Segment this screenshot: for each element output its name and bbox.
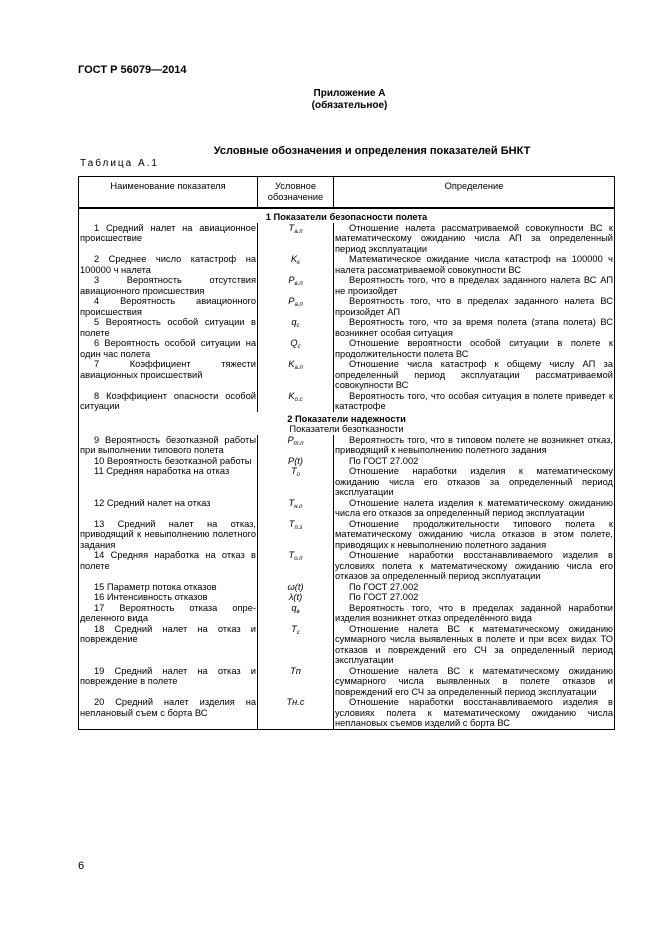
indicator-definition: По ГОСТ 27.002 xyxy=(334,456,615,467)
indicator-definition: Вероятность того, что в пределах заданного налета ВС произойдет АП xyxy=(335,296,613,317)
indicator-name: 5 Вероятность особой ситуации в полете xyxy=(80,317,256,338)
indicator-symbol xyxy=(258,519,334,551)
indicator-definition: Вероятность того, что в пределах заданного налета ВС АП не произойдет xyxy=(335,275,613,296)
indicator-symbol xyxy=(258,296,334,317)
symbol-subscript: н.о xyxy=(294,503,303,510)
table-body xyxy=(79,208,615,729)
symbol-subscript: а.п xyxy=(294,302,303,308)
indicator-definition: Вероятность того, что в пределах заданной наработки изделия возникнет отказ определённого вида xyxy=(335,602,613,623)
symbol-main: q xyxy=(291,317,297,327)
appendix-heading xyxy=(0,88,661,112)
section-row xyxy=(79,412,615,425)
indicator-symbol xyxy=(258,456,334,467)
indicator-symbol xyxy=(258,359,334,391)
standard-header: ГОСТ Р 56079—2014 xyxy=(78,64,187,76)
indicator-symbol xyxy=(258,666,334,698)
column-header-name: Наименование показателя xyxy=(79,177,258,209)
table-row xyxy=(79,603,615,624)
symbol-subscript: о.п xyxy=(294,556,303,562)
subsection-title: Показатели безотказности xyxy=(79,424,615,435)
symbol-main: T xyxy=(290,466,297,476)
symbol-subscript: о xyxy=(296,472,301,478)
symbol-subscript: п.з xyxy=(294,524,303,531)
symbol-main: q xyxy=(291,602,297,613)
symbol-main: Q xyxy=(290,338,298,348)
table-row xyxy=(79,498,615,519)
indicator-symbol xyxy=(258,391,334,412)
page-number: 6 xyxy=(78,860,85,872)
indicator-symbol xyxy=(258,275,334,296)
indicator-definition: Вероятность того, что особая ситуация в полете приведет к катастрофе xyxy=(335,390,613,411)
subsection-row xyxy=(79,424,615,435)
indicator-definition: Отношение вероятности особой ситуации в полете к продолжительности полета ВС xyxy=(335,338,613,359)
indicator-definition: Отношение налета ВС к математическому ожиданию суммарного числа выявленных в полете отказов и повреждений его СЧ за определенный период эксплуатации xyxy=(335,665,613,697)
symbol-subscript: с xyxy=(297,344,301,350)
table-label: Таблица А.1 xyxy=(80,158,159,169)
indicator-name: 9 Вероятность безотказной работы при выполнении типового полета xyxy=(80,434,256,455)
symbol-main: K xyxy=(288,359,295,369)
indicator-definition: Отношение наработки изделия к математическому ожиданию числа его отказов за определенный период эксплуатации xyxy=(335,466,613,497)
indicator-symbol xyxy=(258,466,334,498)
indicator-name: 19 Средний налет на отказ и повреждение в полете xyxy=(79,666,258,698)
indicator-name: 8 Коэффициент опасности особой ситуации xyxy=(80,390,256,411)
symbol-main: P(t) xyxy=(288,455,303,466)
table-row xyxy=(79,296,615,317)
indicator-name: 1 Средний налет на авиационное происшествие xyxy=(79,223,258,255)
indicator-definition: По ГОСТ 27.002 xyxy=(334,592,615,603)
symbol-subscript: в.п xyxy=(294,281,303,287)
symbol-main: λ(t) xyxy=(288,592,303,602)
section-row xyxy=(79,210,615,223)
indicator-name: 12 Средний налет на отказ xyxy=(79,498,258,519)
table-row xyxy=(79,359,615,391)
symbol-main: P xyxy=(288,275,295,285)
appendix-note: (обязательное) xyxy=(311,100,388,111)
indicator-symbol xyxy=(258,582,334,593)
indicator-definition: Отношение налета рассматриваемой совокупности ВС к математическому ожиданию числа АП за определенный период эксплуатации xyxy=(335,222,613,254)
symbol-main: K xyxy=(290,254,298,264)
indicator-name: 15 Параметр потока отказов xyxy=(79,582,258,593)
table-row xyxy=(79,317,615,338)
indicator-definition: Отношение наработки восстанавливаемого изделия в условиях полета к математическому ожиданию числа его отказов за определенный период эксплуатации xyxy=(335,550,613,581)
table-row xyxy=(79,435,615,456)
symbol-main: K xyxy=(288,390,295,401)
indicator-name: 7 Коэффициент тяжести авиационных происшествий xyxy=(79,359,258,391)
symbol-subscript: а.п xyxy=(294,365,303,371)
indicator-symbol xyxy=(258,498,334,519)
indicator-definition: Отношение продолжительности типового полета к математическому ожиданию числа отказов в этом полете, приводящих к невыполнению полетного задания xyxy=(335,518,613,550)
indicator-definition: Отношение наработки восстанавливаемого изделия в условиях полета к математическому ожиданию числа неплановых съемов изделий с борта ВС xyxy=(335,697,613,728)
symbol-main: ω(t) xyxy=(287,581,304,592)
indicator-symbol xyxy=(258,550,334,582)
section-title: 1 Показатели безопасности полета xyxy=(79,210,615,223)
indicator-name: 14 Средняя наработка на отказ в полете xyxy=(79,550,258,582)
symbol-main: P xyxy=(288,296,295,306)
indicator-definition: Вероятность того, что в типовом полете не возникнет отказ, приводящий к невыполнению полетного задания xyxy=(335,434,613,455)
table-row xyxy=(79,582,615,593)
symbol-main: T xyxy=(288,222,295,233)
table-row xyxy=(79,223,615,255)
table-row xyxy=(79,466,615,498)
indicator-name: 10 Вероятность безотказной работы xyxy=(79,456,258,467)
document-title: Условные обозначения и определения показателей БНКТ xyxy=(213,145,531,157)
symbol-subscript: а.п xyxy=(294,228,303,235)
indicator-name: 16 Интенсивность отказов xyxy=(79,592,258,603)
table-row xyxy=(79,254,615,275)
indicator-symbol xyxy=(258,223,334,255)
indicator-symbol xyxy=(258,697,334,729)
symbol-subscript: о.с xyxy=(294,396,303,403)
symbol-subscript: с xyxy=(296,629,300,636)
indicator-definition: Отношение налета изделия к математическому ожиданию числа его отказов за определенный период эксплуатации xyxy=(335,497,613,518)
symbol-main: Tп xyxy=(290,665,301,676)
indicator-symbol xyxy=(258,624,334,666)
table-row xyxy=(79,697,615,729)
appendix-title: Приложение А xyxy=(313,88,386,99)
table-row xyxy=(79,391,615,412)
symbol-subscript: т.п xyxy=(293,440,304,447)
table-row xyxy=(79,456,615,467)
indicator-symbol xyxy=(258,317,334,338)
table-row xyxy=(79,519,615,551)
indicator-name: 2 Среднее число катастроф на 100000 ч налета xyxy=(80,254,256,275)
table-row xyxy=(79,550,615,582)
indicator-definition: Вероятность того, что за время полета (этапа полета) ВС возникнет особая ситуация xyxy=(335,317,613,338)
indicator-definition: Математическое ожидание числа катастроф на 100000 ч налета рассматриваемой совокупности ВС xyxy=(335,254,613,275)
indicator-name: 20 Средний налет изделия на неплановый съем с борта ВС xyxy=(79,697,258,729)
symbol-subscript: с xyxy=(296,323,300,329)
indicator-name: 13 Средний налет на отказ, приводящий к невыполнению полетного задания xyxy=(80,518,256,550)
indicator-symbol xyxy=(258,338,334,359)
indicator-definition: Отношение налета ВС к математическому ожиданию суммарного числа выявленных в полете и при всех видах ТО отказов и повреждений его СЧ за определенный период эксплуатации xyxy=(335,623,613,665)
symbol-main: T xyxy=(291,623,297,634)
section-title: 2 Показатели надежности xyxy=(79,412,615,425)
indicator-name: 17 Вероятность отказа определенного вида xyxy=(80,602,256,623)
indicator-name: 11 Средняя наработка на отказ xyxy=(79,466,258,498)
symbol-subscript: в xyxy=(296,608,300,615)
indicator-symbol xyxy=(258,603,334,624)
symbol-main: P xyxy=(287,434,294,445)
column-header-definition: Определение xyxy=(334,177,615,209)
indicator-symbol xyxy=(258,435,334,456)
symbol-main: T xyxy=(288,550,295,560)
symbol-main: T xyxy=(288,497,295,508)
table-row xyxy=(79,666,615,698)
definitions-table xyxy=(78,176,615,730)
table-row xyxy=(79,592,615,603)
indicator-symbol xyxy=(258,254,334,275)
indicator-symbol xyxy=(258,592,334,603)
table-row xyxy=(79,275,615,296)
indicator-name: 4 Вероятность авиационного происшествия xyxy=(80,296,256,317)
indicator-definition: Отношение числа катастроф к общему числу АП за определенный период эксплуатации рассматриваемой совокупности ВС xyxy=(335,359,613,390)
indicator-definition: По ГОСТ 27.002 xyxy=(334,582,615,593)
symbol-subscript: к xyxy=(297,260,301,266)
symbol-main: Tн.с xyxy=(286,697,305,707)
table-row xyxy=(79,338,615,359)
indicator-name: 3 Вероятность отсутствия авиационного происшествия xyxy=(80,275,256,296)
indicator-name: 6 Вероятность особой ситуации на один час полета xyxy=(80,338,256,359)
symbol-main: T xyxy=(288,518,295,529)
table-row xyxy=(79,624,615,666)
column-header-symbol: Условное обозначение xyxy=(258,177,334,209)
indicator-name: 18 Средний налет на отказ и повреждение xyxy=(79,624,258,666)
